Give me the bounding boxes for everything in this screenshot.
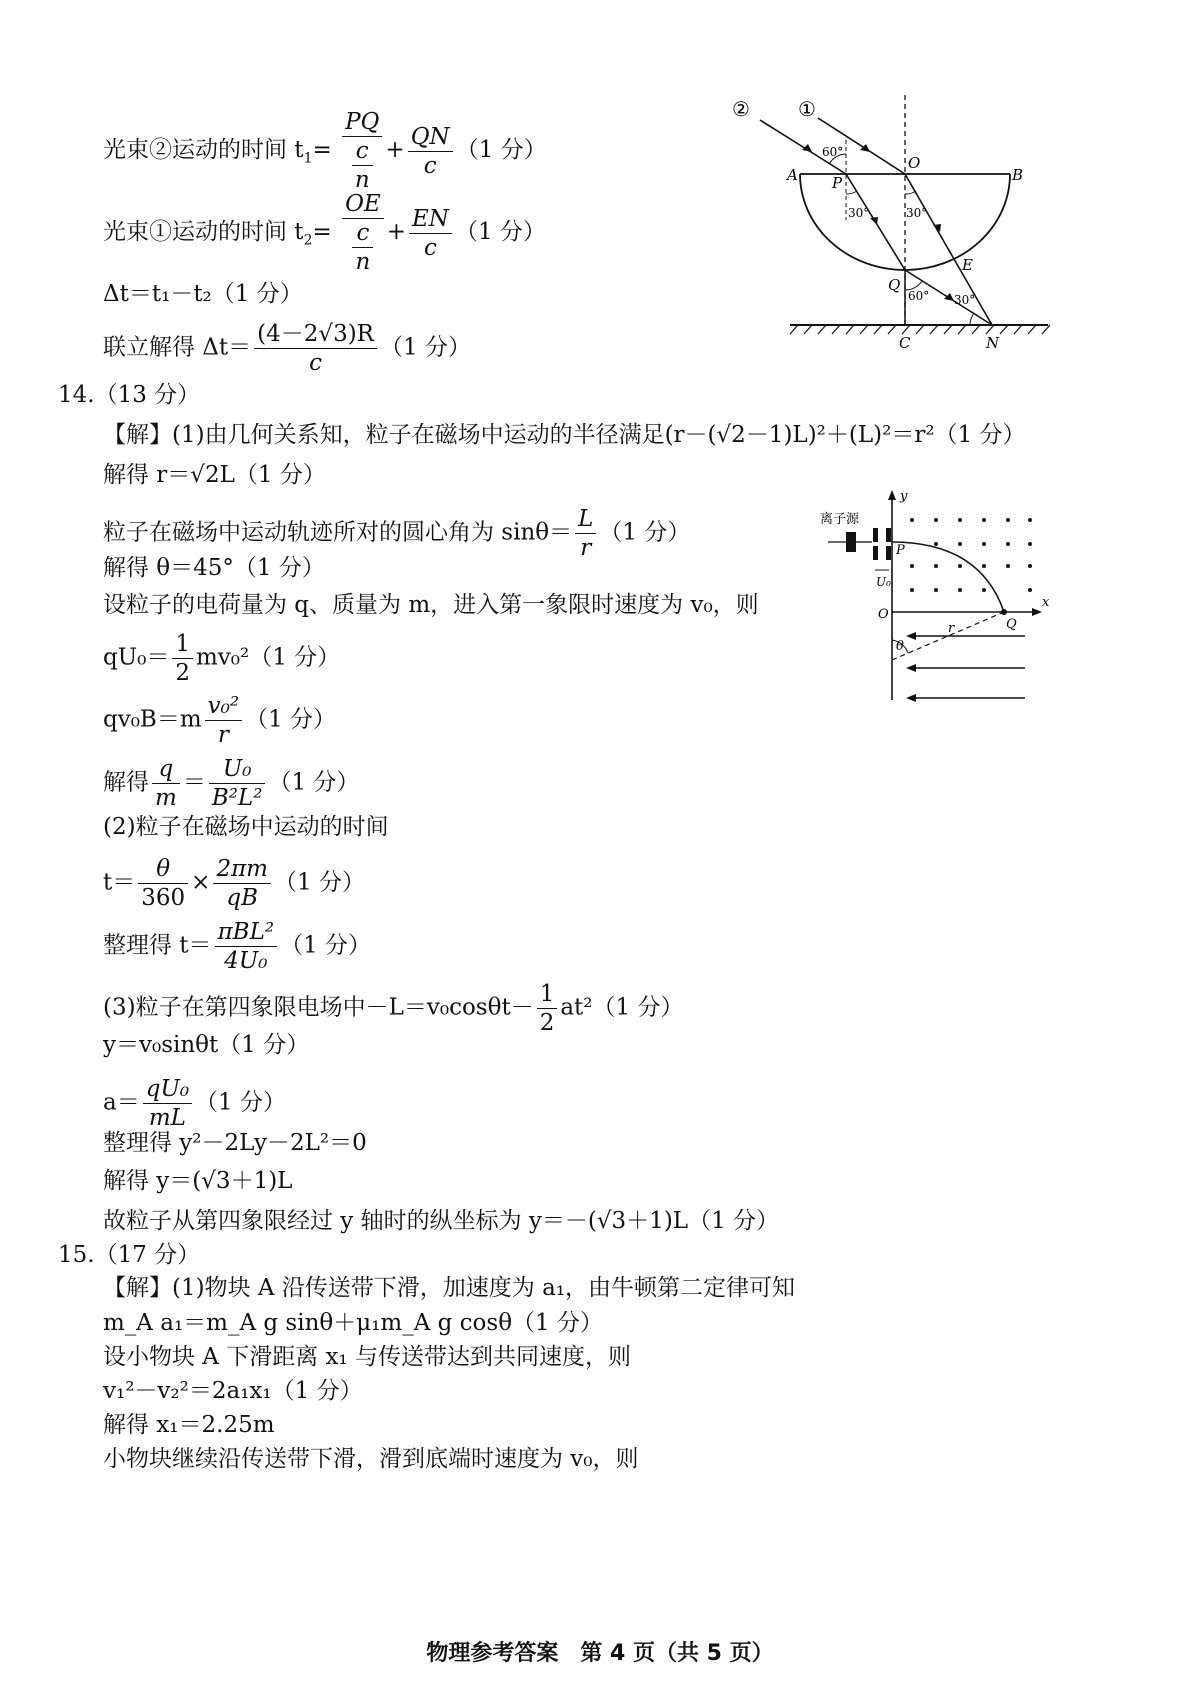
q14-l14-num: qU₀ [143, 1075, 192, 1104]
optics-diagram [730, 90, 1070, 360]
label-ang60a: 60° [822, 145, 844, 159]
q14-line1: 【解】(1)由几何关系知，粒子在磁场中运动的半径满足(r－(√2－1)L)²＋(L)²＝r²（1 分） [103, 422, 1026, 448]
label-N: N [986, 334, 1000, 352]
q14-l8-frac2 [209, 755, 266, 812]
q14-l8-eq: ＝ [182, 769, 206, 796]
q14-l14-prefix: a＝ [103, 1089, 140, 1116]
q14-line6 [103, 630, 340, 687]
q14-l11-suffix: （1 分） [280, 932, 372, 959]
q14-l8-den2: B²L² [211, 785, 263, 811]
q14-line7 [103, 692, 336, 749]
q14-l3-num: L [575, 505, 596, 534]
q15-line1: 【解】(1)物块 A 沿传送带下滑，加速度为 a₁，由牛顿第二定律可知 [103, 1275, 796, 1301]
q14-l10-frac2 [213, 855, 271, 912]
plate2-top [886, 528, 891, 542]
t2-frac-a-den-bot: n [355, 249, 371, 275]
field-dots [910, 518, 1032, 592]
q14-line14 [103, 1075, 286, 1132]
q15-line2: m_A a₁＝m_A g sinθ＋μ₁m_A g cosθ（1 分） [103, 1310, 604, 1336]
q14-line16: 解得 y＝(√3＋1)L [103, 1168, 293, 1194]
q14-l12-prefix: (3)粒子在第四象限电场中－L＝v₀cosθt－ [103, 994, 534, 1021]
q14-l6-prefix: qU₀＝ [103, 644, 170, 671]
beam2-arrow2 [870, 217, 878, 225]
efield-arrowhead-3 [906, 694, 916, 702]
label-Q: Q [1006, 617, 1017, 632]
q14-l14-suffix: （1 分） [195, 1089, 286, 1116]
q14-l11-prefix: 整理得 t＝ [103, 932, 212, 959]
label-x: x [1042, 595, 1050, 610]
t2-prefix: 光束①运动的时间 t [103, 219, 304, 245]
q14-l14-frac [143, 1075, 192, 1132]
q14-l12-frac [537, 980, 558, 1037]
dt-line: Δt＝t₁－t₂（1 分） [103, 281, 303, 307]
q14-line8 [103, 755, 359, 812]
q14-l3-score: （1 分） [599, 519, 691, 546]
q14-l12-suffix: at²（1 分） [560, 994, 684, 1021]
q15-line4: v₁²－v₂²＝2a₁x₁（1 分） [103, 1378, 363, 1404]
q14-l8-den1: m [155, 785, 177, 811]
q15-header: 15.（17 分） [58, 1242, 201, 1268]
t2-frac-a-den [342, 219, 384, 276]
t1-eq: = [312, 137, 332, 163]
label-P: P [896, 543, 905, 558]
q14-l8-num2: U₀ [209, 755, 266, 784]
plate1-bottom [873, 546, 878, 560]
q14-l12-den: 2 [539, 1010, 555, 1036]
q14-line9: (2)粒子在磁场中运动的时间 [103, 814, 389, 840]
q14-l7-suffix: （1 分） [245, 706, 337, 733]
q14-line13: y＝v₀sinθt（1 分） [103, 1032, 310, 1058]
label-C: C [899, 334, 911, 352]
q14-l6-suffix: mv₀²（1 分） [195, 644, 341, 671]
q14-l8-suffix: （1 分） [268, 769, 360, 796]
q14-l14-den: mL [148, 1105, 186, 1131]
q14-l7-prefix: qv₀B＝m [103, 706, 202, 733]
t1-frac-b-num: QN [408, 123, 453, 152]
q14-line5: 设粒子的电荷量为 q、质量为 m，进入第一象限时速度为 v₀，则 [103, 592, 759, 618]
q14-l3-den: r [580, 535, 592, 561]
efield-arrowhead-1 [906, 632, 916, 640]
q14-line10 [103, 855, 365, 912]
t2-eq: = [312, 219, 332, 245]
t1-frac-b-den: c [423, 152, 437, 179]
q14-line15: 整理得 y²－2Ly－2L²＝0 [103, 1130, 367, 1156]
q15-line5: 解得 x₁＝2.25m [103, 1412, 275, 1438]
label-y: y [900, 490, 908, 504]
q14-l6-frac [172, 630, 193, 687]
plate1-top [873, 528, 878, 542]
q14-l10-suffix: （1 分） [274, 869, 365, 896]
q14-l6-den: 2 [175, 660, 190, 686]
t2-frac-b-den: c [424, 234, 437, 261]
t2-score: （1 分） [454, 219, 546, 245]
t1-frac-a-den-bot: n [354, 167, 370, 193]
q14-l11-num: πBL² [215, 918, 278, 947]
arc-30b [905, 191, 916, 194]
t1-line [103, 108, 547, 194]
q14-l10-den1: 360 [141, 885, 186, 911]
t1-frac-a [342, 108, 382, 194]
q14-l7-frac [205, 692, 242, 749]
t1-frac-a-den [342, 137, 382, 194]
field-diagram [820, 490, 1050, 710]
q14-l12-num: 1 [537, 980, 558, 1009]
q15-line6: 小物块继续沿传送带下滑，滑到底端时速度为 v₀，则 [103, 1446, 639, 1472]
t1-score: （1 分） [455, 137, 547, 163]
q14-header: 14.（13 分） [58, 382, 201, 408]
q14-l10-frac1 [138, 855, 188, 912]
t2-plus: + [386, 219, 407, 245]
t1-prefix: 光束②运动的时间 t [103, 137, 304, 163]
q13-result-prefix: 联立解得 Δt＝ [103, 334, 252, 361]
label-beam2: ② [732, 97, 750, 121]
label-source: 离子源 [820, 512, 860, 527]
arc-30c [970, 313, 974, 325]
q14-line4: 解得 θ＝45°（1 分） [103, 555, 325, 581]
arc-30a [846, 191, 857, 194]
t1-frac-a-num: PQ [342, 108, 382, 137]
q13-result-num: (4－2√3)R [254, 320, 377, 349]
y-axis-arrow [888, 490, 896, 500]
q13-result-score: （1 分） [380, 334, 471, 361]
q14-l3-frac [575, 505, 596, 562]
t1-sub: 1 [303, 150, 313, 167]
q14-l6-num: 1 [172, 630, 193, 659]
q14-line17: 故粒子从第四象限经过 y 轴时的纵坐标为 y＝－(√3＋1)L（1 分） [103, 1208, 780, 1234]
q14-l10-den2: qB [226, 885, 259, 911]
label-O: O [908, 154, 921, 172]
q14-l11-frac [215, 918, 278, 975]
t1-frac-a-den-top: c [352, 137, 373, 166]
q14-l7-den: r [217, 722, 229, 748]
q14-line12 [103, 980, 683, 1037]
q14-l8-num1: q [152, 755, 180, 784]
beam2-arrow3 [944, 293, 954, 301]
q14-l8-prefix: 解得 [103, 769, 149, 796]
q13-result-line [103, 320, 471, 377]
q14-l3-prefix: 粒子在磁场中运动轨迹所对的圆心角为 sinθ＝ [103, 519, 573, 546]
label-B: B [1012, 166, 1024, 184]
label-ang30c: 30° [954, 293, 976, 307]
label-U0: U₀ [876, 575, 891, 589]
q14-l8-frac1 [152, 755, 180, 812]
t2-sub: 2 [303, 232, 313, 249]
q14-line11 [103, 918, 371, 975]
label-ang30a: 30° [848, 206, 870, 220]
efield-arrowhead-2 [906, 664, 916, 672]
t1-plus: + [385, 137, 405, 163]
q14-l11-den: 4U₀ [224, 948, 268, 974]
label-P: P [832, 174, 843, 192]
q14-l7-num: v₀² [205, 692, 242, 721]
q14-l10-prefix: t＝ [103, 869, 136, 896]
label-A: A [787, 166, 798, 184]
source-box [846, 532, 856, 552]
label-beam1: ① [798, 97, 816, 121]
label-Q: Q [888, 276, 901, 294]
t2-frac-b-num: EN [409, 205, 452, 234]
q13-result-frac [254, 320, 377, 377]
q13-result-den: c [309, 350, 323, 376]
q14-l10-times: × [191, 869, 211, 896]
q15-line3: 设小物块 A 下滑距离 x₁ 与传送带达到共同速度，则 [103, 1344, 632, 1370]
ground-hatching [790, 325, 1050, 334]
label-r: r [948, 621, 955, 636]
trajectory [892, 542, 1004, 612]
label-ang60b: 60° [908, 289, 930, 303]
q14-l10-num1: θ [138, 855, 188, 884]
label-E: E [962, 256, 973, 274]
t1-frac-b [408, 123, 453, 180]
label-O: O [878, 607, 889, 622]
x-axis-arrow [1032, 608, 1042, 616]
plate2-bottom [886, 546, 891, 560]
q14-line2: 解得 r＝√2L（1 分） [103, 462, 326, 488]
t2-frac-b [409, 205, 452, 262]
page-footer: 物理参考答案 第 4 页（共 5 页） [426, 1641, 774, 1666]
label-theta: θ [896, 639, 904, 654]
label-ang30b: 30° [906, 206, 928, 220]
t2-frac-a [342, 190, 384, 276]
t2-frac-a-num: OE [342, 190, 384, 219]
t2-line [103, 190, 546, 276]
q14-l10-num2: 2πm [213, 855, 271, 884]
t2-frac-a-den-top: c [352, 219, 373, 248]
